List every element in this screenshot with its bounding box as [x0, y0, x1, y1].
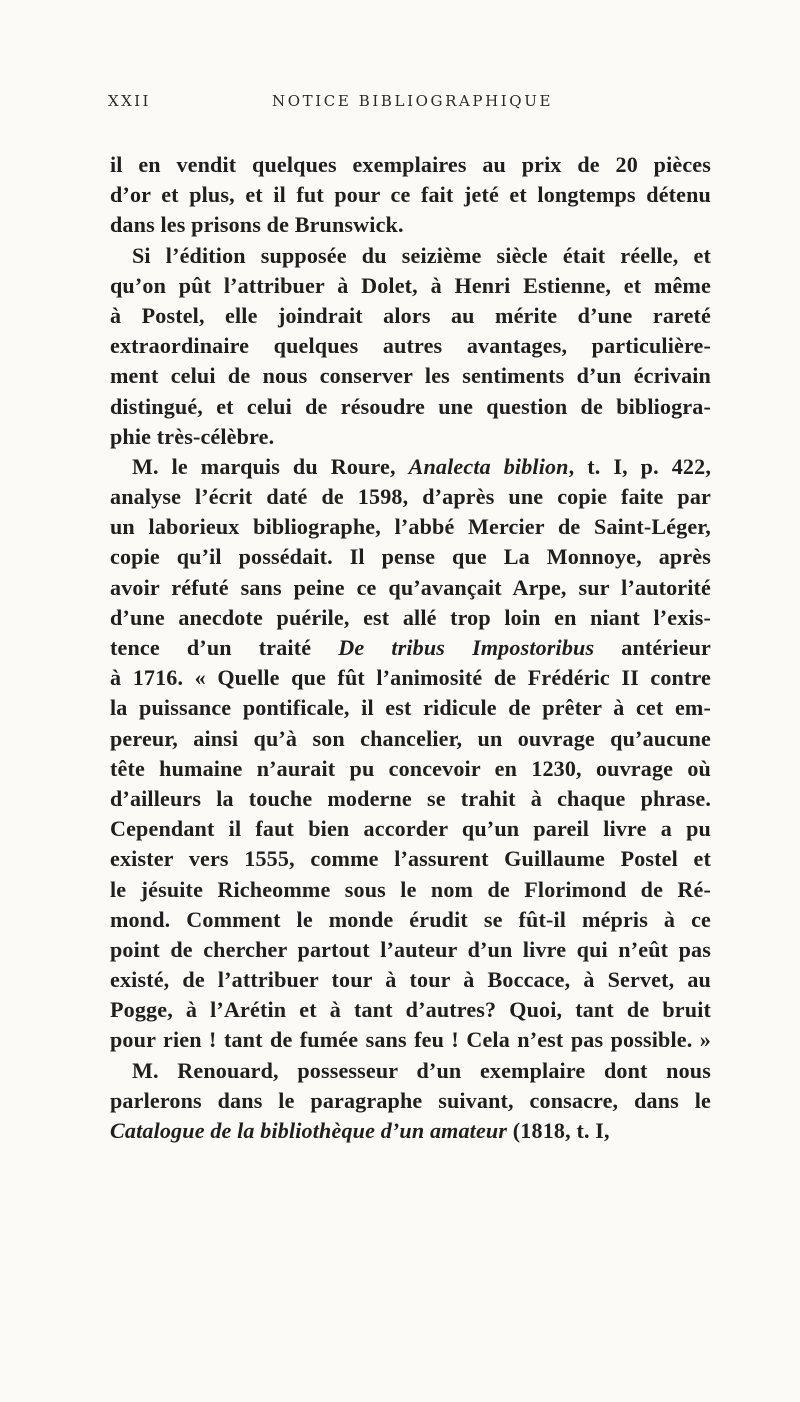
text-segment: point de chercher partout l’auteur d’un livre qui n’eût pas [110, 936, 711, 962]
text-line [110, 331, 711, 361]
text-line [110, 1056, 711, 1086]
text-segment: la puissance pontificale, il est ridicule de prêter à cet em- [110, 695, 711, 721]
text-line [110, 452, 711, 482]
text-line [110, 784, 711, 814]
text-segment: phie très-célèbre. [110, 423, 275, 449]
text-line [110, 241, 711, 271]
text-line [110, 392, 711, 422]
text-line [110, 844, 711, 874]
text-segment: ment celui de nous conserver les sentiments d’un écrivain [110, 363, 711, 389]
text-line [110, 422, 711, 452]
text-segment: pereur, ainsi qu’à son chancelier, un ouvrage qu’aucune [110, 725, 711, 751]
text-segment: Pogge, à l’Arétin et à tant d’autres? Quoi, tant de bruit [110, 997, 711, 1023]
text-line [110, 633, 711, 663]
text-line [110, 1025, 711, 1055]
text-segment: avoir réfuté sans peine ce qu’avançait Arpe, sur l’autorité [110, 574, 711, 600]
text-line [110, 361, 711, 391]
text-segment: à Postel, elle joindrait alors au mérite d’une rareté [110, 302, 711, 328]
text-segment: dans les prisons de Brunswick. [110, 212, 404, 238]
text-segment: Si l’édition supposée du seizième siècle était réelle, et [132, 242, 711, 268]
text-line [110, 814, 711, 844]
text-segment: il en vendit quelques exemplaires au prix de 20 pièces [110, 152, 711, 177]
text-segment: antérieur [594, 635, 711, 660]
text-line [110, 724, 711, 754]
text-line [110, 905, 711, 935]
text-line [110, 663, 711, 693]
text-segment: distingué, et celui de résoudre une question de bibliogra- [110, 393, 711, 419]
body-text [110, 150, 711, 1146]
text-segment: qu’on pût l’attribuer à Dolet, à Henri Estienne, et même [110, 272, 711, 298]
italic-title: Catalogue de la bibliothèque d’un amateur [110, 1118, 508, 1143]
text-line [110, 995, 711, 1025]
running-title: NOTICE BIBLIOGRAPHIQUE [272, 92, 553, 110]
text-line [110, 965, 711, 995]
text-line [110, 1116, 711, 1146]
text-segment: , t. I, p. 422, [568, 453, 711, 479]
text-line [110, 180, 711, 210]
page-number: XXII [108, 92, 151, 110]
text-line [110, 573, 711, 603]
text-segment: mond. Comment le monde érudit se fût-il mépris à ce [110, 906, 711, 932]
text-segment: exister vers 1555, comme l’assurent Guillaume Postel et [110, 846, 711, 872]
text-segment: analyse l’écrit daté de 1598, d’après une copie faite par [110, 484, 711, 510]
text-line [110, 301, 711, 331]
text-line [110, 512, 711, 542]
text-segment: pour rien ! tant de fumée sans feu ! Cela n’est pas possible. » [110, 1027, 711, 1053]
text-segment: d’ailleurs la touche moderne se trahit à chaque phrase. [110, 785, 711, 811]
italic-title: De tribus Impostoribus [338, 635, 595, 660]
text-line [110, 693, 711, 723]
text-segment: (1818, t. I, [507, 1118, 610, 1143]
text-line [110, 210, 711, 240]
text-line [110, 482, 711, 512]
text-segment: Cependant il faut bien accorder qu’un pareil livre a pu [110, 816, 711, 842]
text-line [110, 271, 711, 301]
text-line [110, 875, 711, 905]
text-segment: extraordinaire quelques autres avantages, particulière- [110, 333, 711, 359]
text-segment: M. le marquis du Roure, [132, 453, 409, 479]
italic-title: Analecta biblion [408, 453, 569, 479]
text-line [110, 935, 711, 965]
text-segment: existé, de l’attribuer tour à tour à Boccace, à Servet, au [110, 967, 711, 993]
text-segment: tence d’un traité [110, 635, 339, 660]
text-line [110, 542, 711, 572]
text-segment: copie qu’il possédait. Il pense que La Monnoye, après [110, 544, 711, 570]
text-line [110, 1086, 711, 1116]
text-line [110, 754, 711, 784]
text-segment: à 1716. « Quelle que fût l’animosité de Frédéric II contre [110, 665, 711, 691]
text-line [110, 603, 711, 633]
text-segment: M. Renouard, possesseur d’un exemplaire dont nous [132, 1057, 711, 1083]
page-header [108, 92, 608, 116]
text-segment: un laborieux bibliographe, l’abbé Mercier de Saint-Léger, [110, 514, 711, 540]
text-segment: le jésuite Richeomme sous le nom de Florimond de Ré- [110, 876, 711, 902]
text-segment: parlerons dans le paragraphe suivant, consacre, dans le [110, 1087, 711, 1113]
text-segment: d’une anecdote puérile, est allé trop loin en niant l’exis- [110, 604, 711, 630]
text-line [110, 150, 711, 180]
text-segment: d’or et plus, et il fut pour ce fait jeté et longtemps détenu [110, 182, 711, 208]
text-segment: tête humaine n’aurait pu concevoir en 1230, ouvrage où [110, 755, 711, 781]
